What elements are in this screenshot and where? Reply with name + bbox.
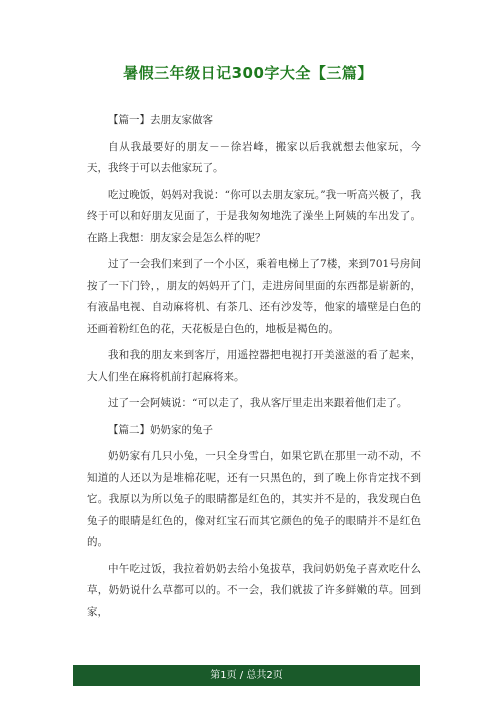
- paragraph: 中午吃过饭，我拉着奶奶去给小兔拔草，我问奶奶兔子喜欢吃什么草，奶奶说什么草都可以的。不一会，我们就拔了许多鲜嫩的草。回到家，: [87, 562, 421, 618]
- document-title: 暑假三年级日记300字大全【三篇】: [123, 64, 373, 82]
- section-heading-2: 【篇二】奶奶家的兔子: [108, 423, 213, 436]
- paragraph: 奶奶家有几只小兔，一只全身雪白，如果它趴在那里一动不动，不知道的人还以为是堆棉花呢，还有一只黑色的，到了晚上你肯定找不到它。我原以为所以兔子的眼睛都是红色的，其实并不是的，我发现白色兔子的眼睛是红色的，像对红宝石而其它颜色的兔子的眼睛并不是红色的。: [87, 450, 421, 548]
- paragraph: 我和我的朋友来到客厅，用遥控器把电视打开美滋滋的看了起来，大人们坐在麻将机前打起麻将来。: [87, 349, 421, 383]
- section-heading-1: 【篇一】去朋友家做客: [108, 114, 213, 126]
- paragraph: 吃过晚饭，妈妈对我说：“你可以去朋友家玩。”我一听高兴极了，我终于可以和好朋友见面了，于是我匆匆地洗了澡坐上阿姨的车出发了。在路上我想：朋友家会是怎么样的呢？: [87, 188, 421, 244]
- paragraph: 自从我最要好的朋友－－徐岩峰，搬家以后我就想去他家玩，今天，我终于可以去他家玩了。: [87, 140, 421, 174]
- document-body: [87, 110, 421, 628]
- paragraph: 过了一会阿姨说：“可以走了，我从客厅里走出来跟着他们走了。: [108, 397, 408, 409]
- page-number-footer: 第1页 / 总共2页: [73, 665, 420, 686]
- paragraph: 过了一会我们来到了一个小区，乘着电梯上了7楼，来到701号房间按了一下门铃，，朋友的妈妈开了门，走进房间里面的东西都是崭新的，有液晶电视、自动麻将机、有茶几、还有沙发等，他家的墙壁是白色的还画着粉红色的花，天花板是白色的，地板是褐色的。: [87, 258, 421, 335]
